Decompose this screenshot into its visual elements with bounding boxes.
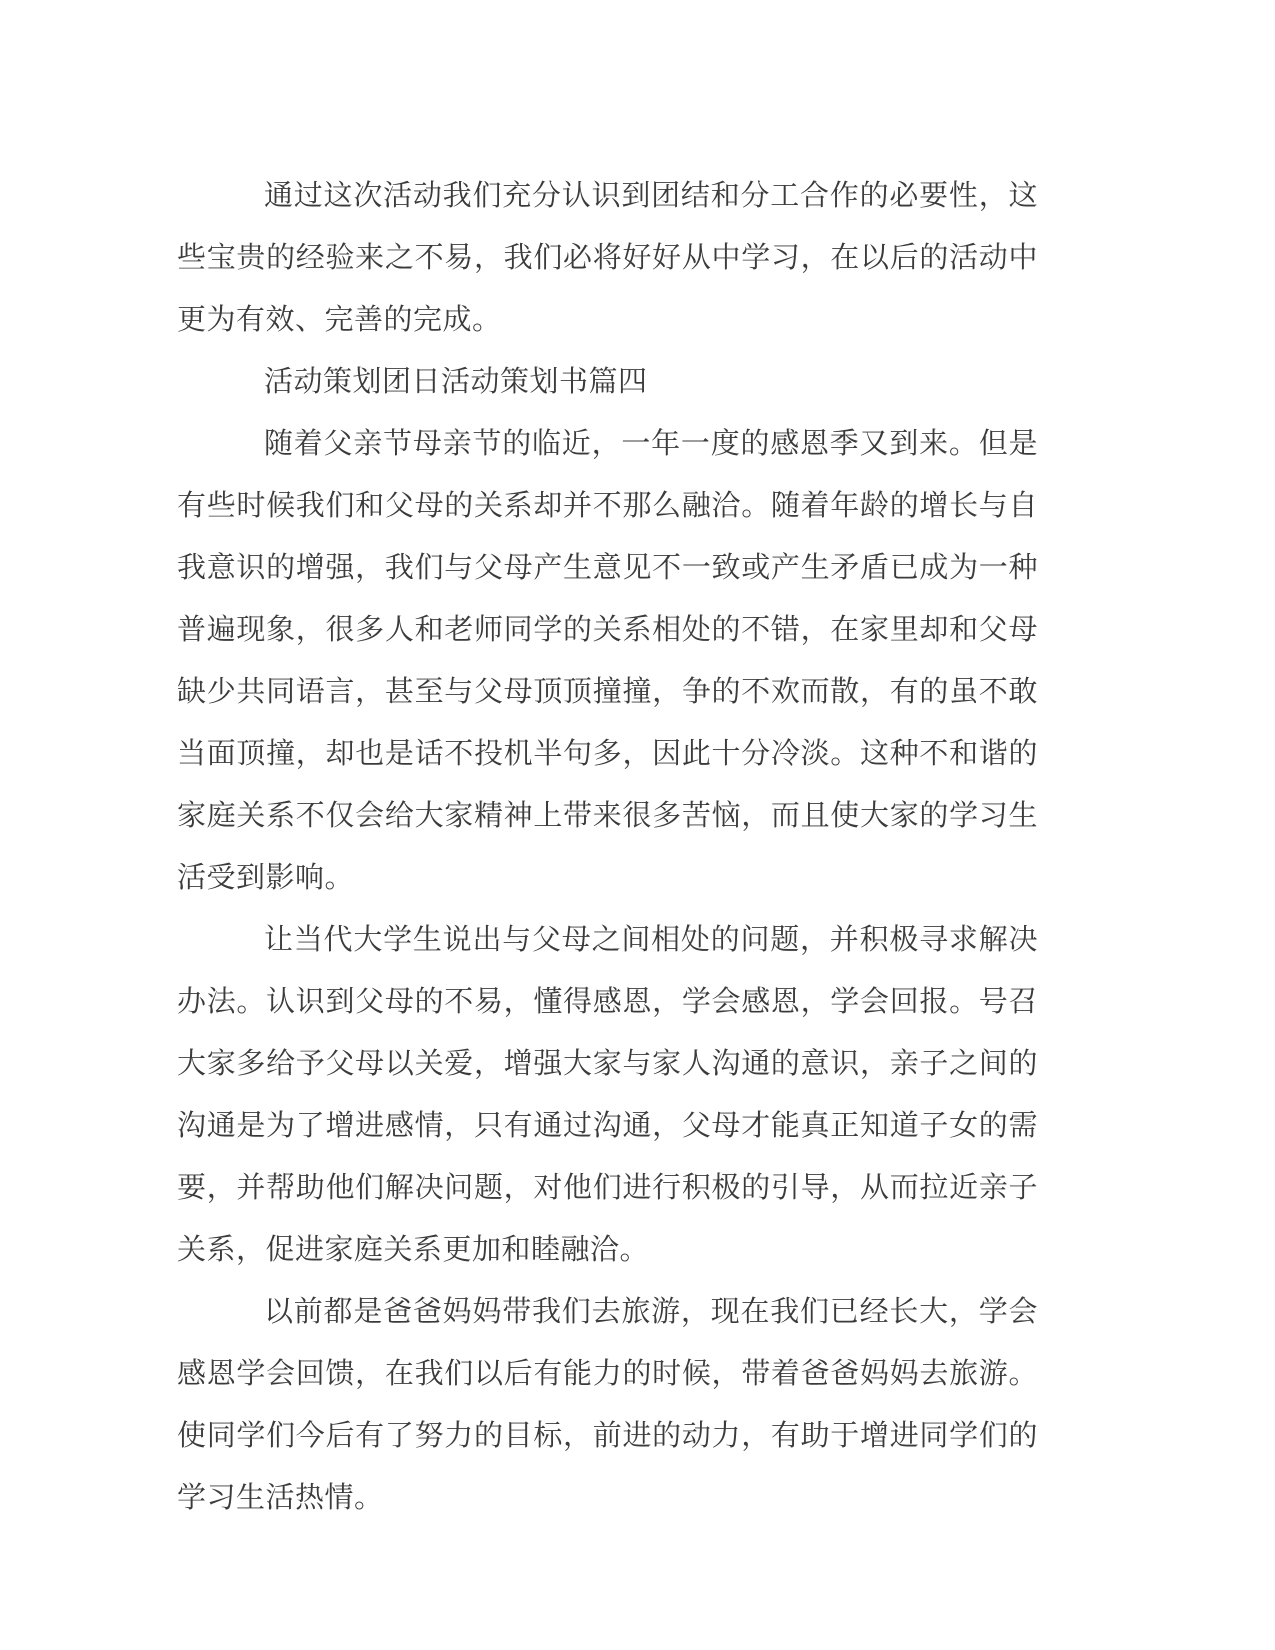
paragraph-outlook: 以前都是爸爸妈妈带我们去旅游，现在我们已经长大，学会感恩学会回馈，在我们以后有能力的时候，带着爸爸妈妈去旅游。使同学们今后有了努力的目标，前进的动力，有助于增进同学们的学习生活热情。 bbox=[177, 1296, 1038, 1514]
paragraph-purpose: 让当代大学生说出与父母之间相处的问题，并积极寻求解决办法。认识到父母的不易，懂得感恩，学会感恩，学会回报。号召大家多给予父母以关爱，增强大家与家人沟通的意识，亲子之间的沟通是为了增进感情，只有通过沟通，父母才能真正知道子女的需要，并帮助他们解决问题，对他们进行积极的引导，从而拉近亲子关系，促进家庭关系更加和睦融洽。 bbox=[177, 924, 1038, 1266]
paragraph-conclusion: 通过这次活动我们充分认识到团结和分工合作的必要性，这些宝贵的经验来之不易，我们必将好好从中学习，在以后的活动中更为有效、完善的完成。 bbox=[177, 180, 1038, 336]
document-body bbox=[177, 165, 1038, 1529]
paragraph-background: 随着父亲节母亲节的临近，一年一度的感恩季又到来。但是有些时候我们和父母的关系却并不那么融洽。随着年龄的增长与自我意识的增强，我们与父母产生意见不一致或产生矛盾已成为一种普遍现象，很多人和老师同学的关系相处的不错，在家里却和父母缺少共同语言，甚至与父母顶顶撞撞，争的不欢而散，有的虽不敢当面顶撞，却也是话不投机半句多，因此十分冷淡。这种不和谐的家庭关系不仅会给大家精神上带来很多苦恼，而且使大家的学习生活受到影响。 bbox=[177, 428, 1038, 894]
paragraph-section-heading: 活动策划团日活动策划书篇四 bbox=[264, 366, 648, 398]
